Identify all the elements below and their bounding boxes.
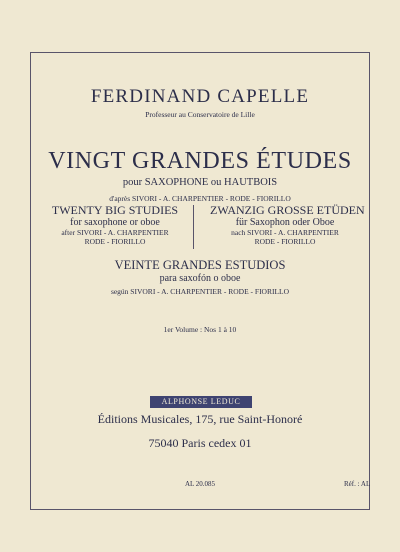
composer-name: FERDINAND CAPELLE [90,86,310,107]
publisher-address-line1: Éditions Musicales, 175, rue Saint-Honoré [97,412,303,426]
french-title: VINGT GRANDES ÉTUDES [48,148,352,174]
composer-title: Professeur au Conservatoire de Lille [145,110,255,119]
reference-code: Réf. : AL [344,480,371,488]
english-after-line1: after SIVORI - A. CHARPENTIER [61,228,169,237]
volume-info: 1er Volume : Nos 1 à 10 [163,325,237,334]
spanish-title: VEINTE GRANDES ESTUDIOS [114,258,286,272]
german-title: ZWANZIG GROSSE ETÜDEN [210,203,365,217]
english-title: TWENTY BIG STUDIES [51,203,179,217]
english-instruments: for saxophone or oboe [70,217,160,228]
publisher-address-line2: 75040 Paris cedex 01 [148,436,252,450]
spanish-after: según SIVORI - A. CHARPENTIER - RODE - FIORILLO [110,287,290,296]
german-after-line1: nach SIVORI - A. CHARPENTIER [231,228,339,237]
german-instruments: für Saxophon oder Oboe [235,217,335,228]
english-block [40,203,190,246]
german-block [210,203,365,246]
english-after-line2: RODE - FIORILLO [84,237,146,246]
publisher-name: ALPHONSE LEDUC [150,396,252,408]
french-after: d'après SIVORI - A. CHARPENTIER - RODE - FIORILLO [109,194,291,203]
french-instruments: pour SAXOPHONE ou HAUTBOIS [122,177,278,188]
catalog-number: AL 20.085 [184,480,216,488]
column-divider [193,205,194,249]
spanish-instruments: para saxofón o oboe [159,273,241,284]
german-after-line2: RODE - FIORILLO [254,237,316,246]
